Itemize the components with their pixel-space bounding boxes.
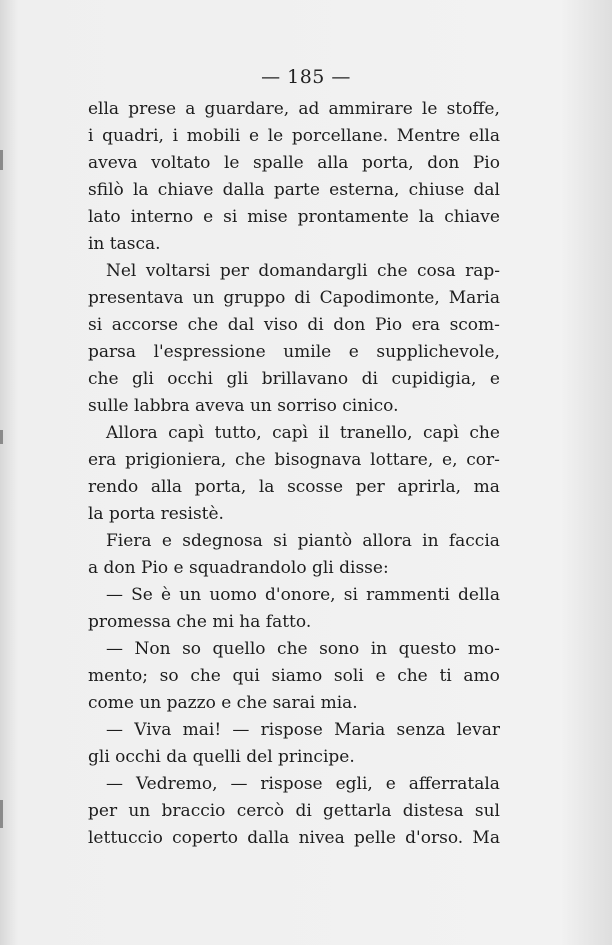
word: rispose xyxy=(260,774,323,794)
word: coperto xyxy=(172,828,238,848)
word: le xyxy=(421,99,438,119)
word: — xyxy=(106,774,123,794)
word: quello xyxy=(212,639,266,659)
word: guardare, xyxy=(204,99,290,119)
word: porta, xyxy=(194,477,247,497)
word: aveva xyxy=(88,153,138,173)
word: mo- xyxy=(467,639,500,659)
word: e xyxy=(203,207,214,227)
word: stoffe, xyxy=(446,99,500,119)
word: i xyxy=(88,126,94,146)
text-line xyxy=(88,798,500,825)
text-line xyxy=(88,717,500,744)
text-line xyxy=(88,636,500,663)
word: senza xyxy=(396,720,446,740)
word: sfilò xyxy=(88,180,124,200)
word: si xyxy=(273,531,288,551)
word: alla xyxy=(150,477,183,497)
word: e xyxy=(489,369,500,389)
word: e xyxy=(375,666,386,686)
text-line xyxy=(88,339,500,366)
word: e xyxy=(161,531,172,551)
word: Vedremo, xyxy=(135,774,218,794)
word: si xyxy=(223,207,238,227)
word: dalla xyxy=(222,180,265,200)
word: lettuccio xyxy=(88,828,163,848)
word: supplichevole, xyxy=(376,342,500,362)
word: per xyxy=(355,477,385,497)
word: Pio xyxy=(374,315,403,335)
word: rispose xyxy=(260,720,323,740)
word: dal xyxy=(473,180,500,200)
edge-mark xyxy=(0,150,3,170)
word: porta, xyxy=(362,153,414,173)
word: gruppo xyxy=(223,288,286,308)
word: e, xyxy=(442,450,458,470)
word: brillavano xyxy=(261,369,349,389)
word: presentava xyxy=(88,288,184,308)
edge-mark xyxy=(0,430,3,444)
word: umile xyxy=(283,342,332,362)
word: ammirare xyxy=(328,99,413,119)
word: sdegnosa xyxy=(182,531,263,551)
word: e xyxy=(385,774,396,794)
text-line xyxy=(88,528,500,555)
word: gettarla xyxy=(323,801,392,821)
word: — xyxy=(106,585,123,605)
word: la xyxy=(418,207,435,227)
word: braccio xyxy=(161,801,226,821)
word: per xyxy=(219,261,249,281)
word: domandargli xyxy=(258,261,368,281)
word: cosa xyxy=(417,261,456,281)
word: della xyxy=(458,585,500,605)
word: capì xyxy=(168,423,205,443)
word: Mentre xyxy=(396,126,461,146)
word: la xyxy=(258,477,275,497)
word: dalla xyxy=(247,828,290,848)
word: che xyxy=(277,639,308,659)
word: capì xyxy=(422,423,459,443)
text-line xyxy=(88,258,500,285)
page-number: — 185 — xyxy=(261,66,351,88)
word: Non xyxy=(134,639,171,659)
text-line: promessa che mi ha fatto. xyxy=(88,612,312,632)
word: viso xyxy=(263,315,298,335)
word: scom- xyxy=(449,315,500,335)
word: è xyxy=(161,585,172,605)
word: di xyxy=(307,315,324,335)
word: a xyxy=(185,99,196,119)
word: chiuse xyxy=(408,180,465,200)
text-line xyxy=(88,771,500,798)
text-line xyxy=(88,204,500,231)
word: Fiera xyxy=(106,531,152,551)
word: interno xyxy=(130,207,194,227)
word: parsa xyxy=(88,342,137,362)
word: ad xyxy=(298,99,320,119)
text-line: sulle labbra aveva un sorriso cinico. xyxy=(88,396,399,416)
word: chiave xyxy=(157,180,214,200)
word: afferratala xyxy=(408,774,500,794)
word: scosse xyxy=(287,477,344,497)
word: qui xyxy=(232,666,260,686)
text-line: in tasca. xyxy=(88,234,161,254)
word: levar xyxy=(456,720,500,740)
word: cupidigia, xyxy=(391,369,477,389)
word: dal xyxy=(227,315,255,335)
word: esterna, xyxy=(329,180,400,200)
word: so xyxy=(159,666,179,686)
word: che xyxy=(187,315,219,335)
word: ella xyxy=(468,126,500,146)
word: che xyxy=(88,369,119,389)
word: le xyxy=(267,126,284,146)
word: in xyxy=(370,639,388,659)
word: — xyxy=(106,720,123,740)
word: un xyxy=(192,288,215,308)
word: Maria xyxy=(334,720,386,740)
word: rap- xyxy=(465,261,500,281)
word: Ma xyxy=(472,828,500,848)
word: mobili xyxy=(186,126,241,146)
word: Allora xyxy=(106,423,158,443)
word: soli xyxy=(333,666,364,686)
word: cercò xyxy=(236,801,285,821)
text-line: la porta resistè. xyxy=(88,504,224,524)
word: faccia xyxy=(448,531,500,551)
text-line xyxy=(88,447,500,474)
word: rendo xyxy=(88,477,139,497)
word: in xyxy=(422,531,439,551)
word: allora xyxy=(362,531,412,551)
word: ma xyxy=(473,477,500,497)
word: pelle xyxy=(354,828,396,848)
word: voltarsi xyxy=(145,261,211,281)
word: prontamente xyxy=(297,207,409,227)
word: distesa xyxy=(402,801,464,821)
word: Pio xyxy=(472,153,500,173)
word: Maria xyxy=(448,288,500,308)
body-text xyxy=(88,96,500,852)
word: che xyxy=(377,261,408,281)
word: occhi xyxy=(167,369,213,389)
word: mai! xyxy=(182,720,222,740)
word: uomo xyxy=(209,585,257,605)
word: Capodimonte, xyxy=(319,288,440,308)
word: e xyxy=(248,126,260,146)
word: d'orso. xyxy=(405,828,464,848)
word: che xyxy=(190,666,221,686)
word: Se xyxy=(131,585,153,605)
word: sono xyxy=(319,639,360,659)
word: chiave xyxy=(444,207,500,227)
word: i xyxy=(172,126,179,146)
word: don xyxy=(333,315,366,335)
word: — xyxy=(230,774,248,794)
text-line xyxy=(88,285,500,312)
word: d'onore, xyxy=(265,585,336,605)
word: tutto, xyxy=(214,423,262,443)
word: lato xyxy=(88,207,121,227)
word: quadri, xyxy=(102,126,164,146)
word: di xyxy=(294,288,311,308)
edge-mark xyxy=(0,800,3,828)
text-line: a don Pio e squadrandolo gli disse: xyxy=(88,558,389,578)
word: l'espressione xyxy=(153,342,266,362)
word: le xyxy=(223,153,240,173)
text-line: come un pazzo e che sarai mia. xyxy=(88,693,358,713)
word: che xyxy=(235,450,266,470)
text-line xyxy=(88,150,500,177)
word: Nel xyxy=(106,261,137,281)
word: alla xyxy=(317,153,349,173)
word: aprirla, xyxy=(397,477,462,497)
word: che xyxy=(397,666,428,686)
text-line xyxy=(88,825,500,852)
word: gli xyxy=(226,369,249,389)
word: per xyxy=(88,801,118,821)
word: egli, xyxy=(335,774,373,794)
text-line xyxy=(88,663,500,690)
word: era xyxy=(411,315,440,335)
word: cor- xyxy=(466,450,500,470)
text-line xyxy=(88,420,500,447)
word: sul xyxy=(474,801,500,821)
word: accorse xyxy=(111,315,179,335)
text-line: gli occhi da quelli del principe. xyxy=(88,747,355,767)
word: di xyxy=(295,801,312,821)
word: don xyxy=(427,153,460,173)
text-line xyxy=(88,123,500,150)
word: — xyxy=(106,639,123,659)
word: ti xyxy=(439,666,452,686)
word: bisognava xyxy=(274,450,362,470)
text-line xyxy=(88,96,500,123)
word: siamo xyxy=(271,666,323,686)
word: prese xyxy=(128,99,177,119)
word: di xyxy=(361,369,378,389)
word: prigioniera, xyxy=(125,450,227,470)
word: piantò xyxy=(297,531,353,551)
text-line xyxy=(88,312,500,339)
text-line xyxy=(88,474,500,501)
word: parte xyxy=(273,180,320,200)
text-line xyxy=(88,582,500,609)
word: si xyxy=(343,585,358,605)
word: spalle xyxy=(253,153,304,173)
word: voltato xyxy=(151,153,211,173)
word: il xyxy=(318,423,330,443)
word: si xyxy=(88,315,103,335)
word: ella xyxy=(88,99,120,119)
word: mise xyxy=(247,207,288,227)
word: e xyxy=(348,342,359,362)
text-line xyxy=(88,366,500,393)
word: che xyxy=(469,423,500,443)
word: so xyxy=(182,639,202,659)
word: amo xyxy=(463,666,500,686)
word: tranello, xyxy=(339,423,413,443)
word: capì xyxy=(272,423,309,443)
word: porcellane. xyxy=(291,126,389,146)
word: la xyxy=(132,180,149,200)
word: rammenti xyxy=(366,585,450,605)
word: gli xyxy=(132,369,154,389)
word: un xyxy=(179,585,202,605)
word: nivea xyxy=(298,828,345,848)
word: Viva xyxy=(134,720,172,740)
text-line xyxy=(88,177,500,204)
word: questo xyxy=(398,639,457,659)
word: un xyxy=(128,801,151,821)
word: mento; xyxy=(88,666,148,686)
word: era xyxy=(88,450,117,470)
word: lottare, xyxy=(370,450,434,470)
word: — xyxy=(232,720,250,740)
